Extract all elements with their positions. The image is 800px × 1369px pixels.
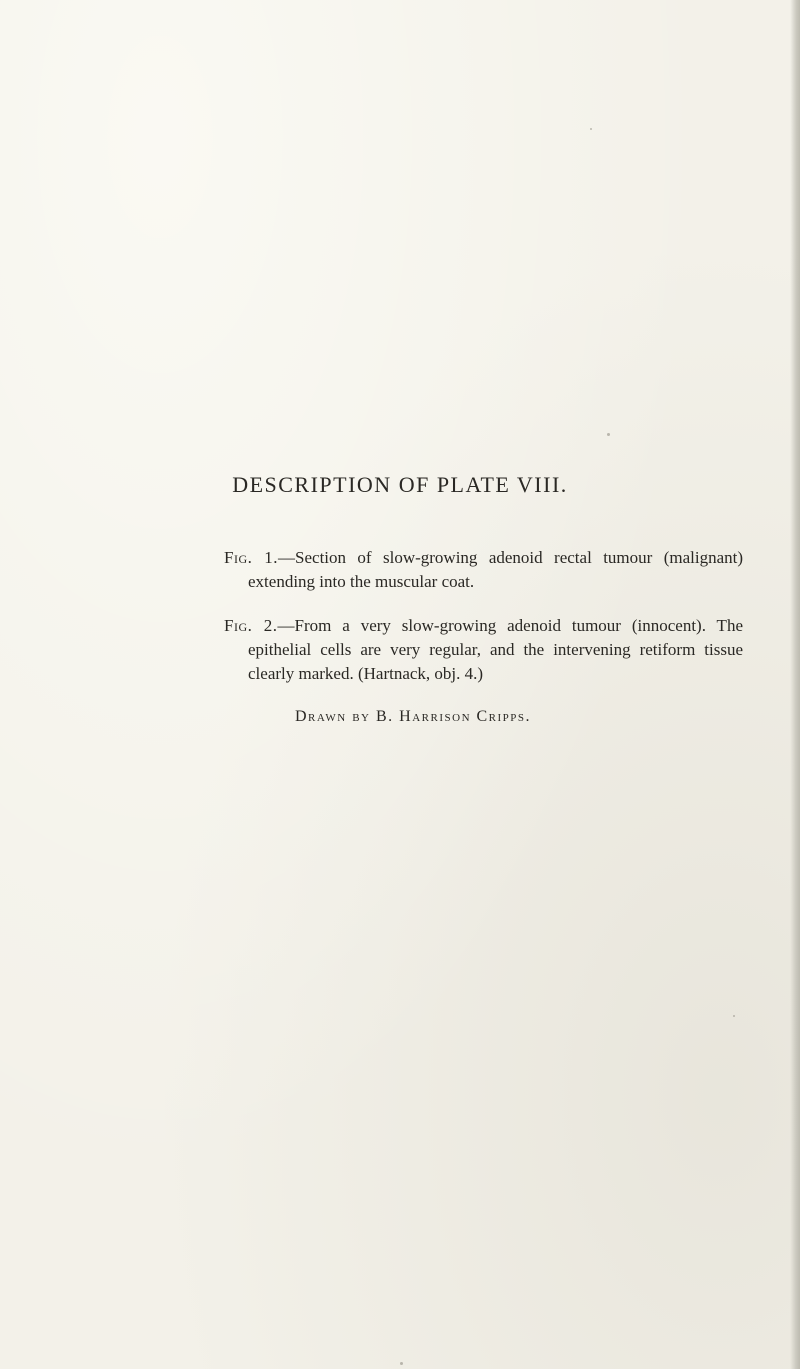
figure-label-2: Fig. 2. [224,616,278,635]
paper-speck [607,433,610,436]
paper-speck [400,1362,403,1365]
figure-label-1: Fig. 1. [224,548,279,567]
figure-entry-1 [224,546,743,594]
artist-credit: Drawn by B. Harrison Cripps. [294,708,532,725]
figure-entry-2 [224,614,743,686]
paper-speck [733,1015,735,1017]
plate-heading: DESCRIPTION OF PLATE VIII. [232,472,568,497]
paper-speck [590,128,592,130]
figure-text-1: —Section of slow-growing adenoid rectal tumour (malignant) extending into the muscular coat. [248,548,744,591]
page-edge-shadow [790,0,800,1369]
figure-text-2: —From a very slow-growing adenoid tumour (innocent). The epithelial cells are very regular, and the intervening retiform tissue clearly marked. (Hartnack, obj. 4.) [248,616,743,683]
